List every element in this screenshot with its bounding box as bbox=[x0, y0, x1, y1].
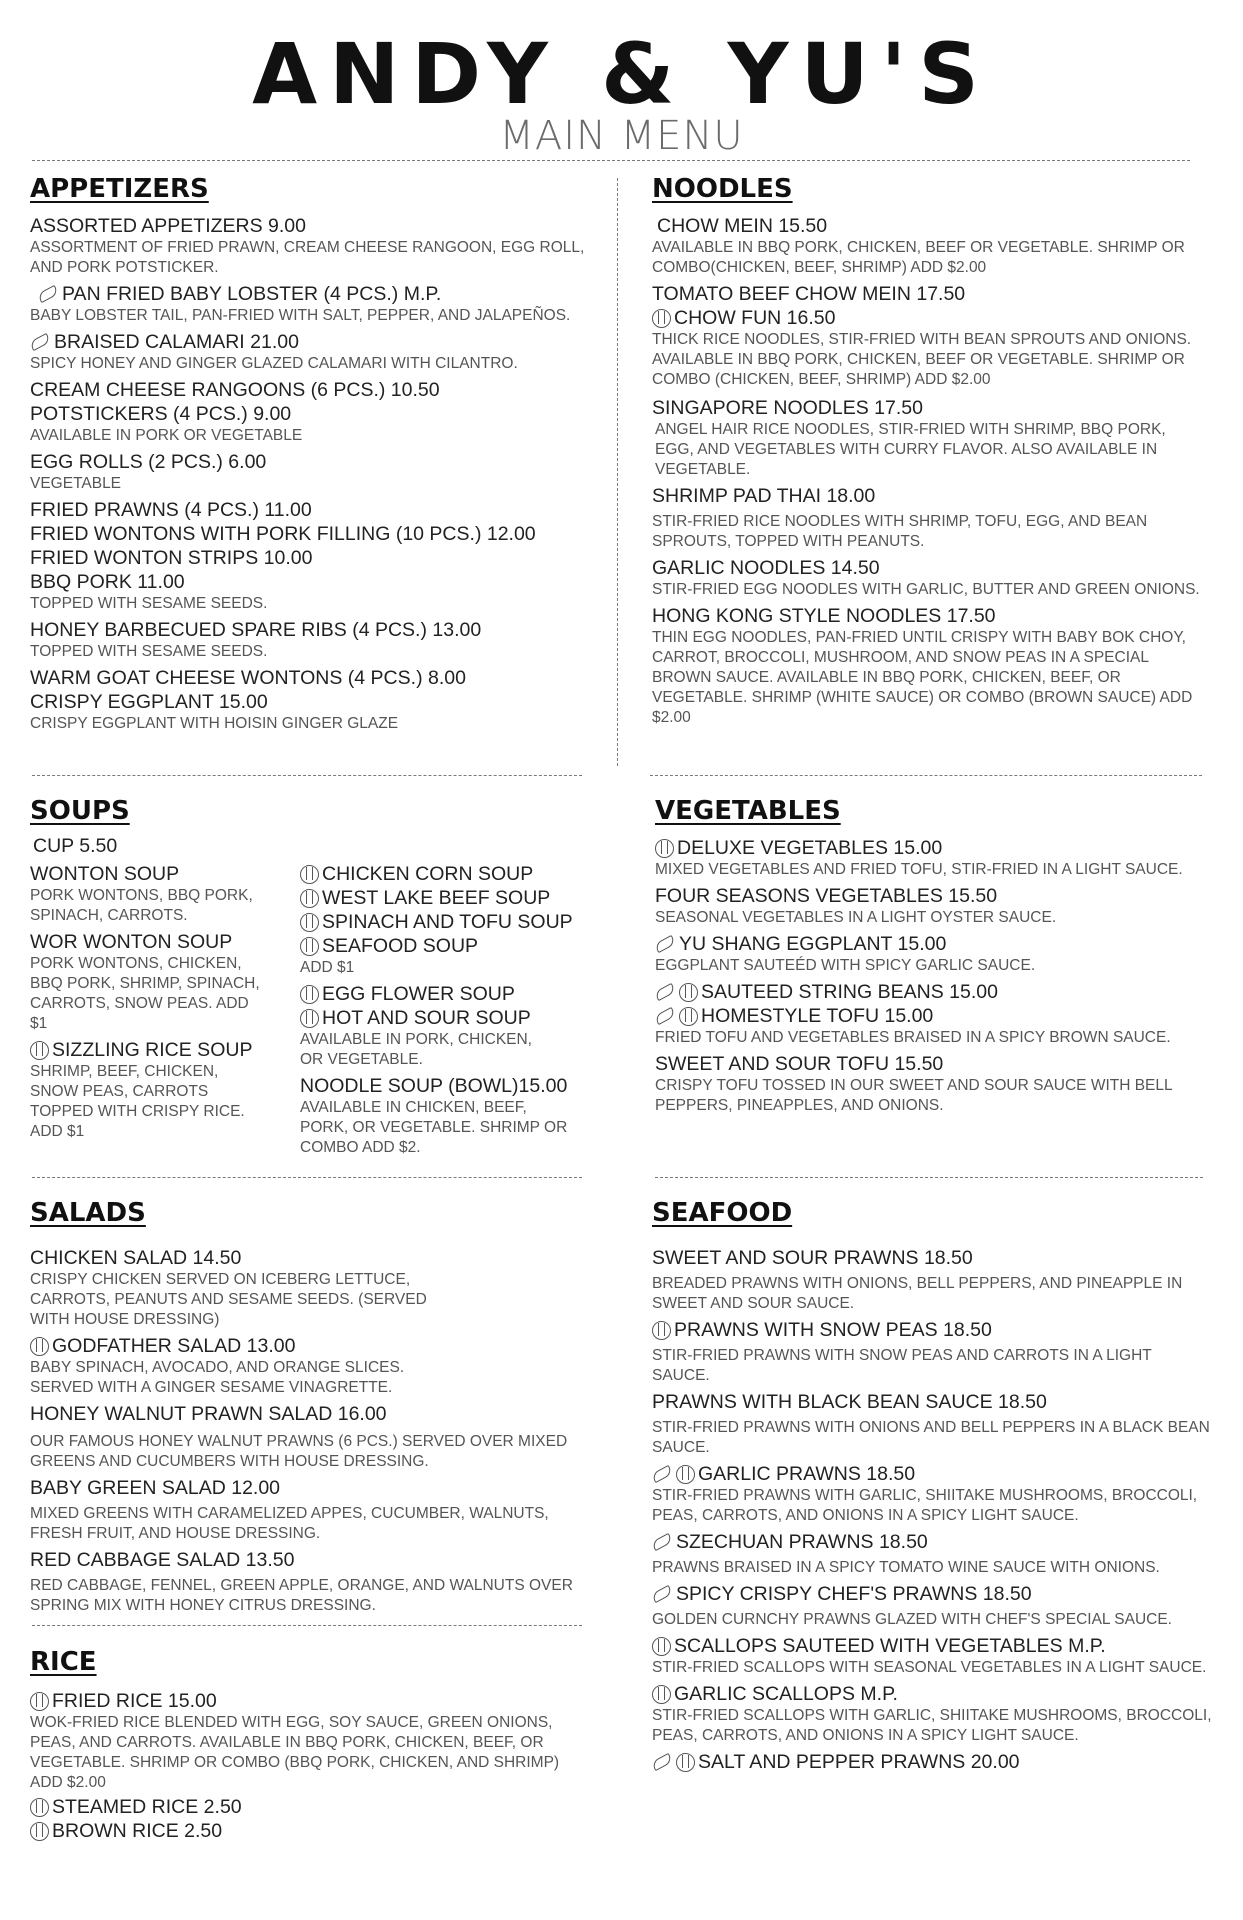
menu-item bbox=[655, 1052, 1205, 1116]
menu-item bbox=[30, 1038, 300, 1142]
menu-item bbox=[300, 862, 590, 886]
restaurant-title: ANDY & YU'S bbox=[252, 25, 991, 123]
menu-item bbox=[652, 1246, 1212, 1314]
item-description: GOLDEN CURNCHY PRAWNS GLAZED WITH CHEF'S SPECIAL SAUCE. bbox=[652, 1611, 1172, 1628]
item-description: CRISPY TOFU TOSSED IN OUR SWEET AND SOUR SAUCE WITH BELL PEPPERS, PINEAPPLES, AND ONIONS. bbox=[655, 1077, 1173, 1114]
item-name: CRISPY EGGPLANT 15.00 bbox=[30, 691, 268, 713]
gluten-free-icon bbox=[676, 1465, 695, 1484]
item-description: FRIED TOFU AND VEGETABLES BRAISED IN A SPICY BROWN SAUCE. bbox=[655, 1029, 1171, 1046]
menu-item bbox=[30, 618, 595, 662]
item-name: SHRIMP PAD THAI 18.00 bbox=[652, 485, 876, 507]
item-description: OUR FAMOUS HONEY WALNUT PRAWNS (6 PCS.) SERVED OVER MIXED GREENS AND CUCUMBERS WITH HOUSE DRESSING. bbox=[30, 1433, 568, 1470]
gluten-free-icon bbox=[655, 839, 674, 858]
item-name: CHOW MEIN 15.50 bbox=[657, 215, 828, 237]
item-name: BBQ PORK 11.00 bbox=[30, 571, 185, 593]
item-name: ASSORTED APPETIZERS 9.00 bbox=[30, 215, 306, 237]
item-name: DELUXE VEGETABLES 15.00 bbox=[677, 837, 943, 859]
gluten-free-icon bbox=[300, 865, 319, 884]
menu-item bbox=[652, 282, 1207, 306]
spicy-icon bbox=[654, 983, 676, 1001]
item-name: SPINACH AND TOFU SOUP bbox=[322, 911, 573, 933]
item-name: POTSTICKERS (4 PCS.) 9.00 bbox=[30, 403, 292, 425]
menu-item bbox=[652, 604, 1207, 728]
section-title-soups: SOUPS bbox=[30, 796, 130, 826]
item-name: GARLIC PRAWNS 18.50 bbox=[698, 1463, 916, 1485]
item-name: GARLIC NOODLES 14.50 bbox=[652, 557, 880, 579]
item-name: CHICKEN CORN SOUP bbox=[322, 863, 534, 885]
menu-item bbox=[652, 1462, 1212, 1526]
item-description: SHRIMP, BEEF, CHICKEN, SNOW PEAS, CARROTS TOPPED WITH CRISPY RICE. ADD $1 bbox=[30, 1063, 245, 1140]
menu-item bbox=[30, 690, 595, 734]
item-description: ADD $1 bbox=[300, 959, 355, 976]
gluten-free-icon bbox=[30, 1692, 49, 1711]
spicy-icon bbox=[651, 1533, 673, 1551]
item-name: SZECHUAN PRAWNS 18.50 bbox=[676, 1531, 928, 1553]
item-name: CHOW FUN 16.50 bbox=[674, 307, 836, 329]
header-divider bbox=[32, 160, 1190, 161]
section-title-salads: SALADS bbox=[30, 1198, 146, 1228]
gluten-free-icon bbox=[30, 1798, 49, 1817]
spicy-icon bbox=[651, 1465, 673, 1483]
item-name: FRIED WONTON STRIPS 10.00 bbox=[30, 547, 313, 569]
menu-item bbox=[30, 450, 595, 494]
menu-item bbox=[655, 980, 1205, 1004]
spicy-icon bbox=[651, 1753, 673, 1771]
item-name: HONG KONG STYLE NOODLES 17.50 bbox=[652, 605, 996, 627]
item-name: FRIED WONTONS WITH PORK FILLING (10 PCS.) 12.00 bbox=[30, 523, 536, 545]
spicy-icon bbox=[654, 1007, 676, 1025]
menu-item bbox=[655, 884, 1205, 928]
item-name: SWEET AND SOUR PRAWNS 18.50 bbox=[652, 1247, 973, 1269]
gluten-free-icon bbox=[652, 1321, 671, 1340]
menu-item bbox=[30, 862, 300, 926]
gluten-free-icon bbox=[300, 985, 319, 1004]
menu-item bbox=[30, 522, 595, 546]
item-name: PRAWNS WITH BLACK BEAN SAUCE 18.50 bbox=[652, 1391, 1047, 1413]
menu-item bbox=[652, 306, 1207, 390]
item-description: MIXED GREENS WITH CARAMELIZED APPES, CUCUMBER, WALNUTS, FRESH FRUIT, AND HOUSE DRESSING. bbox=[30, 1505, 549, 1542]
gluten-free-icon bbox=[679, 1007, 698, 1026]
item-name: HOMESTYLE TOFU 15.00 bbox=[701, 1005, 934, 1027]
item-name: NOODLE SOUP (BOWL)15.00 bbox=[300, 1075, 568, 1097]
item-name: FOUR SEASONS VEGETABLES 15.50 bbox=[655, 885, 998, 907]
spicy-icon bbox=[29, 333, 51, 351]
gluten-free-icon bbox=[652, 1685, 671, 1704]
item-name: SWEET AND SOUR TOFU 15.50 bbox=[655, 1053, 944, 1075]
item-description: PORK WONTONS, CHICKEN, BBQ PORK, SHRIMP, SPINACH, CARROTS, SNOW PEAS. ADD $1 bbox=[30, 955, 260, 1032]
item-name: HONEY BARBECUED SPARE RIBS (4 PCS.) 13.00 bbox=[30, 619, 482, 641]
section-title-vegetables: VEGETABLES bbox=[655, 796, 841, 826]
menu-item bbox=[30, 1689, 590, 1793]
item-description: BREADED PRAWNS WITH ONIONS, BELL PEPPERS, AND PINEAPPLE IN SWEET AND SOUR SAUCE. bbox=[652, 1275, 1183, 1312]
item-description: CRISPY CHICKEN SERVED ON ICEBERG LETTUCE, CARROTS, PEANUTS AND SESAME SEEDS. (SERVED WITH HOUSE DRESSING) bbox=[30, 1271, 427, 1328]
item-description: SEASONAL VEGETABLES IN A LIGHT OYSTER SAUCE. bbox=[655, 909, 1057, 926]
item-name: GODFATHER SALAD 13.00 bbox=[52, 1335, 296, 1357]
vegetables-section bbox=[655, 794, 1205, 1120]
menu-item bbox=[30, 378, 595, 402]
divider-left-3 bbox=[32, 1625, 582, 1626]
item-name: SCALLOPS SAUTEED WITH VEGETABLES M.P. bbox=[674, 1635, 1106, 1657]
section-title-noodles: NOODLES bbox=[652, 174, 793, 204]
item-description: AVAILABLE IN CHICKEN, BEEF, PORK, OR VEGETABLE. SHRIMP OR COMBO ADD $2. bbox=[300, 1099, 568, 1156]
menu-item bbox=[30, 1246, 590, 1330]
item-name: EGG ROLLS (2 PCS.) 6.00 bbox=[30, 451, 267, 473]
item-name: WOR WONTON SOUP bbox=[30, 931, 233, 953]
menu-item bbox=[300, 1074, 590, 1158]
item-name: BROWN RICE 2.50 bbox=[52, 1820, 223, 1842]
item-name: FRIED PRAWNS (4 PCS.) 11.00 bbox=[30, 499, 312, 521]
rice-section bbox=[30, 1645, 590, 1843]
item-name: SIZZLING RICE SOUP bbox=[52, 1039, 253, 1061]
item-name: BABY GREEN SALAD 12.00 bbox=[30, 1477, 281, 1499]
item-name: RED CABBAGE SALAD 13.50 bbox=[30, 1549, 295, 1571]
item-description: ANGEL HAIR RICE NOODLES, STIR-FRIED WITH SHRIMP, BBQ PORK, EGG, AND VEGETABLES WITH CURRY FLAVOR. ALSO AVAILABLE IN VEGETABLE. bbox=[655, 421, 1166, 478]
cup-price: CUP 5.50 bbox=[33, 835, 118, 857]
item-name: SALT AND PEPPER PRAWNS 20.00 bbox=[698, 1751, 1020, 1773]
item-name: SPICY CRISPY CHEF'S PRAWNS 18.50 bbox=[676, 1583, 1032, 1605]
menu-item bbox=[30, 330, 595, 374]
item-description: VEGETABLE bbox=[30, 475, 122, 492]
menu-item bbox=[30, 570, 595, 614]
item-name: SEAFOOD SOUP bbox=[322, 935, 479, 957]
divider-right-2 bbox=[655, 1177, 1203, 1178]
item-description: BABY SPINACH, AVOCADO, AND ORANGE SLICES. SERVED WITH A GINGER SESAME VINAGRETTE. bbox=[30, 1359, 405, 1396]
item-name: CREAM CHEESE RANGOONS (6 PCS.) 10.50 bbox=[30, 379, 440, 401]
menu-item bbox=[30, 282, 595, 326]
menu-item bbox=[652, 556, 1207, 600]
menu-item bbox=[30, 214, 595, 278]
item-description: STIR-FRIED PRAWNS WITH GARLIC, SHIITAKE MUSHROOMS, BROCCOLI, PEAS, CARROTS, AND ONIONS IN A SPICY LIGHT SAUCE. bbox=[652, 1487, 1198, 1524]
item-description: THICK RICE NOODLES, STIR-FRIED WITH BEAN SPROUTS AND ONIONS. AVAILABLE IN BBQ PORK, CHICKEN, BEEF OR VEGETABLE. SHRIMP OR COMBO (CHICKEN, BEEF, SHRIMP) ADD $2.00 bbox=[652, 331, 1192, 388]
item-description: AVAILABLE IN BBQ PORK, CHICKEN, BEEF OR VEGETABLE. SHRIMP OR COMBO(CHICKEN, BEEF, SHRIMP) ADD $2.00 bbox=[652, 239, 1185, 276]
salads-section bbox=[30, 1196, 590, 1620]
item-description: RED CABBAGE, FENNEL, GREEN APPLE, ORANGE, AND WALNUTS OVER SPRING MIX WITH HONEY CITRUS DRESSING. bbox=[30, 1577, 573, 1614]
menu-item bbox=[30, 546, 595, 570]
menu-item bbox=[30, 402, 595, 446]
soups-section bbox=[30, 794, 590, 1162]
menu-item bbox=[300, 910, 590, 934]
menu-item bbox=[652, 1682, 1212, 1746]
item-description: STIR-FRIED EGG NOODLES WITH GARLIC, BUTTER AND GREEN ONIONS. bbox=[652, 581, 1200, 598]
item-description: STIR-FRIED RICE NOODLES WITH SHRIMP, TOFU, EGG, AND BEAN SPROUTS, TOPPED WITH PEANUTS. bbox=[652, 513, 1148, 550]
menu-item bbox=[30, 666, 595, 690]
menu-item bbox=[652, 1318, 1212, 1386]
gluten-free-icon bbox=[679, 983, 698, 1002]
gluten-free-icon bbox=[676, 1753, 695, 1772]
gluten-free-icon bbox=[30, 1041, 49, 1060]
menu-item bbox=[30, 1402, 590, 1472]
gluten-free-icon bbox=[300, 913, 319, 932]
menu-item bbox=[30, 1795, 590, 1819]
item-name: EGG FLOWER SOUP bbox=[322, 983, 515, 1005]
menu-item bbox=[652, 1390, 1212, 1458]
menu-subtitle: MAIN MENU bbox=[499, 113, 744, 159]
section-title-appetizers: APPETIZERS bbox=[30, 174, 209, 204]
item-description: PORK WONTONS, BBQ PORK, SPINACH, CARROTS. bbox=[30, 887, 253, 924]
gluten-free-icon bbox=[652, 309, 671, 328]
divider-left-2 bbox=[32, 1177, 582, 1178]
item-description: MIXED VEGETABLES AND FRIED TOFU, STIR-FRIED IN A LIGHT SAUCE. bbox=[655, 861, 1183, 878]
section-title-seafood: SEAFOOD bbox=[652, 1198, 793, 1228]
menu-item bbox=[655, 932, 1205, 976]
item-name: BRAISED CALAMARI 21.00 bbox=[54, 331, 299, 353]
menu-item bbox=[652, 1634, 1212, 1678]
column-divider bbox=[617, 178, 618, 766]
item-name: FRIED RICE 15.00 bbox=[52, 1690, 217, 1712]
item-name: YU SHANG EGGPLANT 15.00 bbox=[679, 933, 947, 955]
item-description: PRAWNS BRAISED IN A SPICY TOMATO WINE SAUCE WITH ONIONS. bbox=[652, 1559, 1160, 1576]
item-description: AVAILABLE IN PORK, CHICKEN, OR VEGETABLE. bbox=[300, 1031, 532, 1068]
item-description: TOPPED WITH SESAME SEEDS. bbox=[30, 643, 268, 660]
gluten-free-icon bbox=[30, 1822, 49, 1841]
section-title-rice: RICE bbox=[30, 1647, 97, 1677]
menu-item bbox=[30, 1819, 590, 1843]
item-description: TOPPED WITH SESAME SEEDS. bbox=[30, 595, 268, 612]
item-description: WOK-FRIED RICE BLENDED WITH EGG, SOY SAUCE, GREEN ONIONS, PEAS, AND CARROTS. AVAILABLE IN BBQ PORK, CHICKEN, BEEF, OR VEGETABLE. SHRIMP OR COMBO (BBQ PORK, CHICKEN, AND SHRIMP) ADD $2.00 bbox=[30, 1714, 560, 1791]
spicy-icon bbox=[651, 1585, 673, 1603]
item-description: CRISPY EGGPLANT WITH HOISIN GINGER GLAZE bbox=[30, 715, 399, 732]
item-description: EGGPLANT SAUTEÉD WITH SPICY GARLIC SAUCE. bbox=[655, 957, 1036, 974]
menu-item bbox=[300, 1006, 590, 1070]
item-description: STIR-FRIED PRAWNS WITH SNOW PEAS AND CARROTS IN A LIGHT SAUCE. bbox=[652, 1347, 1152, 1384]
menu-item bbox=[652, 214, 1207, 278]
item-description: STIR-FRIED PRAWNS WITH ONIONS AND BELL PEPPERS IN A BLACK BEAN SAUCE. bbox=[652, 1419, 1210, 1456]
spicy-icon bbox=[654, 935, 676, 953]
item-name: PAN FRIED BABY LOBSTER (4 PCS.) M.P. bbox=[62, 283, 442, 305]
item-description: AVAILABLE IN PORK OR VEGETABLE bbox=[30, 427, 303, 444]
menu-item bbox=[30, 1476, 590, 1544]
item-name: WEST LAKE BEEF SOUP bbox=[322, 887, 551, 909]
item-description: ASSORTMENT OF FRIED PRAWN, CREAM CHEESE RANGOON, EGG ROLL, AND PORK POTSTICKER. bbox=[30, 239, 585, 276]
item-name: TOMATO BEEF CHOW MEIN 17.50 bbox=[652, 283, 966, 305]
item-description: SPICY HONEY AND GINGER GLAZED CALAMARI WITH CILANTRO. bbox=[30, 355, 518, 372]
menu-item bbox=[652, 1582, 1212, 1630]
menu-item bbox=[652, 1750, 1212, 1774]
divider-right-1 bbox=[650, 775, 1202, 776]
item-name: STEAMED RICE 2.50 bbox=[52, 1796, 242, 1818]
menu-item bbox=[300, 886, 590, 910]
gluten-free-icon bbox=[300, 937, 319, 956]
menu-item bbox=[30, 1548, 590, 1616]
menu-item bbox=[655, 1004, 1205, 1048]
gluten-free-icon bbox=[300, 889, 319, 908]
gluten-free-icon bbox=[652, 1637, 671, 1656]
menu-item bbox=[655, 836, 1205, 880]
spicy-icon bbox=[37, 285, 59, 303]
menu-item bbox=[652, 484, 1207, 552]
menu-item bbox=[30, 1334, 590, 1398]
divider-left-1 bbox=[32, 775, 582, 776]
menu-item bbox=[30, 498, 595, 522]
menu-item bbox=[300, 934, 590, 978]
noodles-section bbox=[652, 172, 1207, 732]
appetizers-section bbox=[30, 172, 595, 738]
item-name: HONEY WALNUT PRAWN SALAD 16.00 bbox=[30, 1403, 387, 1425]
item-name: WARM GOAT CHEESE WONTONS (4 PCS.) 8.00 bbox=[30, 667, 466, 689]
item-name: PRAWNS WITH SNOW PEAS 18.50 bbox=[674, 1319, 992, 1341]
menu-item bbox=[652, 396, 1207, 480]
seafood-section bbox=[652, 1196, 1212, 1774]
item-description: THIN EGG NOODLES, PAN-FRIED UNTIL CRISPY WITH BABY BOK CHOY, CARROT, BROCCOLI, MUSHROOM, AND SNOW PEAS IN A SPECIAL BROWN SAUCE. AVAILABLE IN BBQ PORK, CHICKEN, BEEF, OR VEGETABLE. SHRIMP (WHITE SAUCE) OR COMBO (BROWN SAUCE) ADD $2.00 bbox=[652, 629, 1193, 726]
item-name: HOT AND SOUR SOUP bbox=[322, 1007, 531, 1029]
item-name: CHICKEN SALAD 14.50 bbox=[30, 1247, 242, 1269]
item-description: STIR-FRIED SCALLOPS WITH SEASONAL VEGETABLES IN A LIGHT SAUCE. bbox=[652, 1659, 1207, 1676]
item-name: SINGAPORE NOODLES 17.50 bbox=[652, 397, 923, 419]
item-name: GARLIC SCALLOPS M.P. bbox=[674, 1683, 898, 1705]
menu-item bbox=[300, 982, 590, 1006]
item-description: STIR-FRIED SCALLOPS WITH GARLIC, SHIITAKE MUSHROOMS, BROCCOLI, PEAS, CARROTS, AND ONIONS IN A SPICY LIGHT SAUCE. bbox=[652, 1707, 1212, 1744]
item-name: WONTON SOUP bbox=[30, 863, 180, 885]
gluten-free-icon bbox=[30, 1337, 49, 1356]
item-description: BABY LOBSTER TAIL, PAN-FRIED WITH SALT, PEPPER, AND JALAPEÑOS. bbox=[30, 307, 571, 324]
gluten-free-icon bbox=[300, 1009, 319, 1028]
menu-item bbox=[30, 930, 300, 1034]
item-name: SAUTEED STRING BEANS 15.00 bbox=[701, 981, 998, 1003]
menu-item bbox=[652, 1530, 1212, 1578]
